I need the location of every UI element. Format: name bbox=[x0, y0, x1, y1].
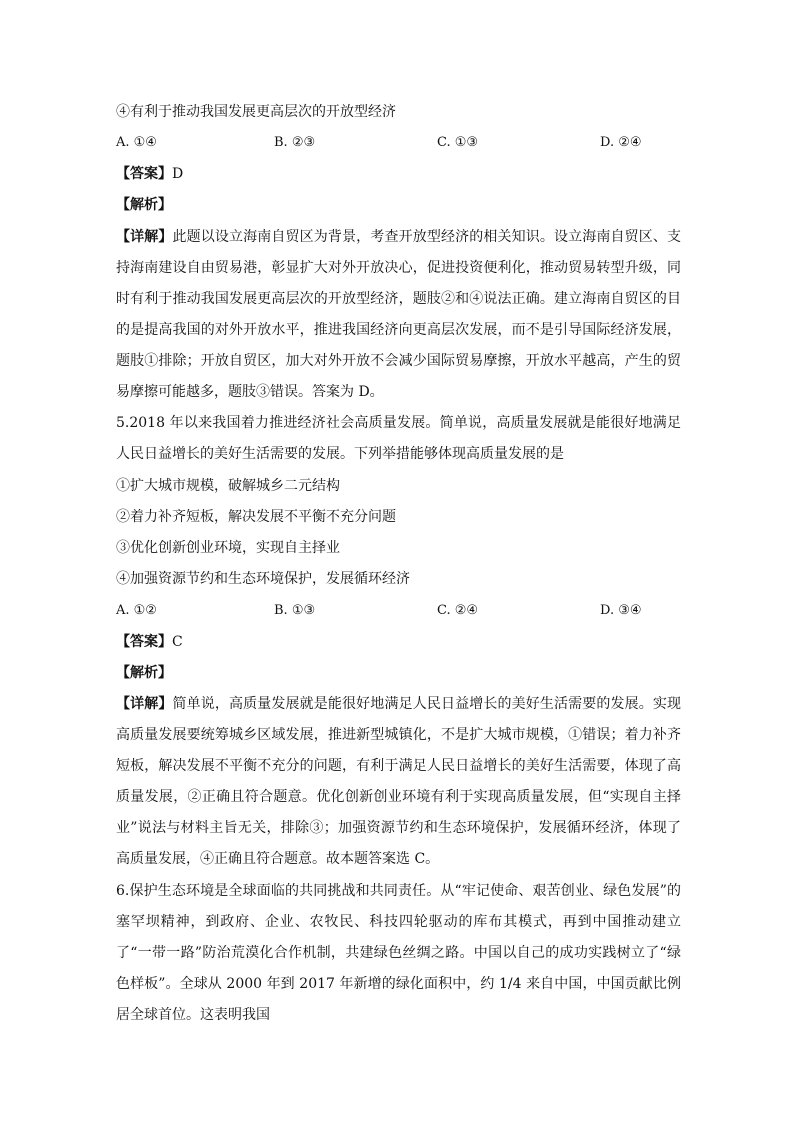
q5-stem: 5.2018 年以来我国着力推进经济社会高质量发展。简单说，高质量发展就是能很好地满足人民日益增长的美好生活需要的发展。下列举措能够体现高质量发展的是 bbox=[116, 415, 681, 462]
q5-statement-4: ④加强资源节约和生态环境保护，发展循环经济 bbox=[116, 571, 410, 587]
q5-option-b: B. ①③ bbox=[274, 603, 316, 618]
q4-answer-label: 【答案】 bbox=[116, 166, 172, 182]
q5-statement-3: ③优化创新创业环境，实现自主择业 bbox=[116, 540, 340, 556]
q5-option-c: C. ②④ bbox=[437, 603, 479, 618]
q5-option-d: D. ③④ bbox=[600, 603, 642, 618]
q5-detail-text: 简单说，高质量发展就是能很好地满足人民日益增长的美好生活需要的发展。实现高质量发展要统筹城乡区域发展，推进新型城镇化，不是扩大城市规模，①错误；着力补齐短板，解决发展不平衡不充分的问题，有利于满足人民日益增长的美好生活需要，体现了高质量发展，②正确且符合题意。优化创新创业环境有利于实现高质量发展，但“实现自主择业”说法与材料主旨无关，排除③；加强资源节约和生态环境保护，发展循环经济，体现了高质量发展，④正确且符合题意。故本题答案选 C。 bbox=[116, 696, 682, 867]
q5-analysis-label: 【解析】 bbox=[116, 665, 172, 681]
q4-analysis-label: 【解析】 bbox=[116, 197, 172, 213]
q4-option-d: D. ②④ bbox=[600, 135, 642, 150]
q5-answer-value: C bbox=[172, 634, 183, 650]
q5-option-a: A. ①② bbox=[116, 603, 157, 618]
q4-option-b: B. ②③ bbox=[274, 135, 316, 150]
q4-answer-value: D bbox=[172, 166, 184, 182]
q5-answer-label: 【答案】 bbox=[116, 634, 172, 650]
q4-detail bbox=[116, 222, 681, 408]
q5-statement-2: ②着力补齐短板，解决发展不平衡不充分问题 bbox=[116, 509, 396, 525]
q6-stem: 6.保护生态环境是全球面临的共同挑战和共同责任。从“牢记使命、艰苦创业、绿色发展”的塞罕坝精神，到政府、企业、农牧民、科技四轮驱动的库布其模式，再到中国推动建立了“一带一路”防治荒漠化合作机制，共建绿色丝绸之路。中国以自己的成功实践树立了“绿色样板”。全球从 2000 年到 2017 年新增的绿化面积中，约 1/4 来自中国，中国贡献比例居全球首位。这表明我国 bbox=[116, 883, 681, 1023]
q5-detail bbox=[116, 689, 681, 875]
q4-statement-4: ④有利于推动我国发展更高层次的开放型经济 bbox=[116, 104, 396, 120]
q4-detail-text: 此题以设立海南自贸区为背景，考查开放型经济的相关知识。设立海南自贸区、支持海南建设自由贸易港，彰显扩大对外开放决心，促进投资便利化，推动贸易转型升级，同时有利于推动我国发展更高层次的开放型经济，题肢②和④说法正确。建立海南自贸区的目的是提高我国的对外开放水平，推进我国经济向更高层次发展，而不是引导国际经济发展，题肢①排除；开放自贸区，加大对外开放不会减少国际贸易摩擦，开放水平越高，产生的贸易摩擦可能越多，题肢③错误。答案为 D。 bbox=[116, 229, 682, 400]
q4-option-a: A. ①④ bbox=[116, 135, 157, 150]
q4-option-c: C. ①③ bbox=[437, 135, 479, 150]
q4-answer-line bbox=[116, 164, 183, 184]
q4-detail-label: 【详解】 bbox=[116, 229, 173, 245]
q5-statement-1: ①扩大城市规模，破解城乡二元结构 bbox=[116, 478, 340, 494]
q5-answer-line bbox=[116, 632, 183, 652]
q5-detail-label: 【详解】 bbox=[116, 696, 173, 712]
